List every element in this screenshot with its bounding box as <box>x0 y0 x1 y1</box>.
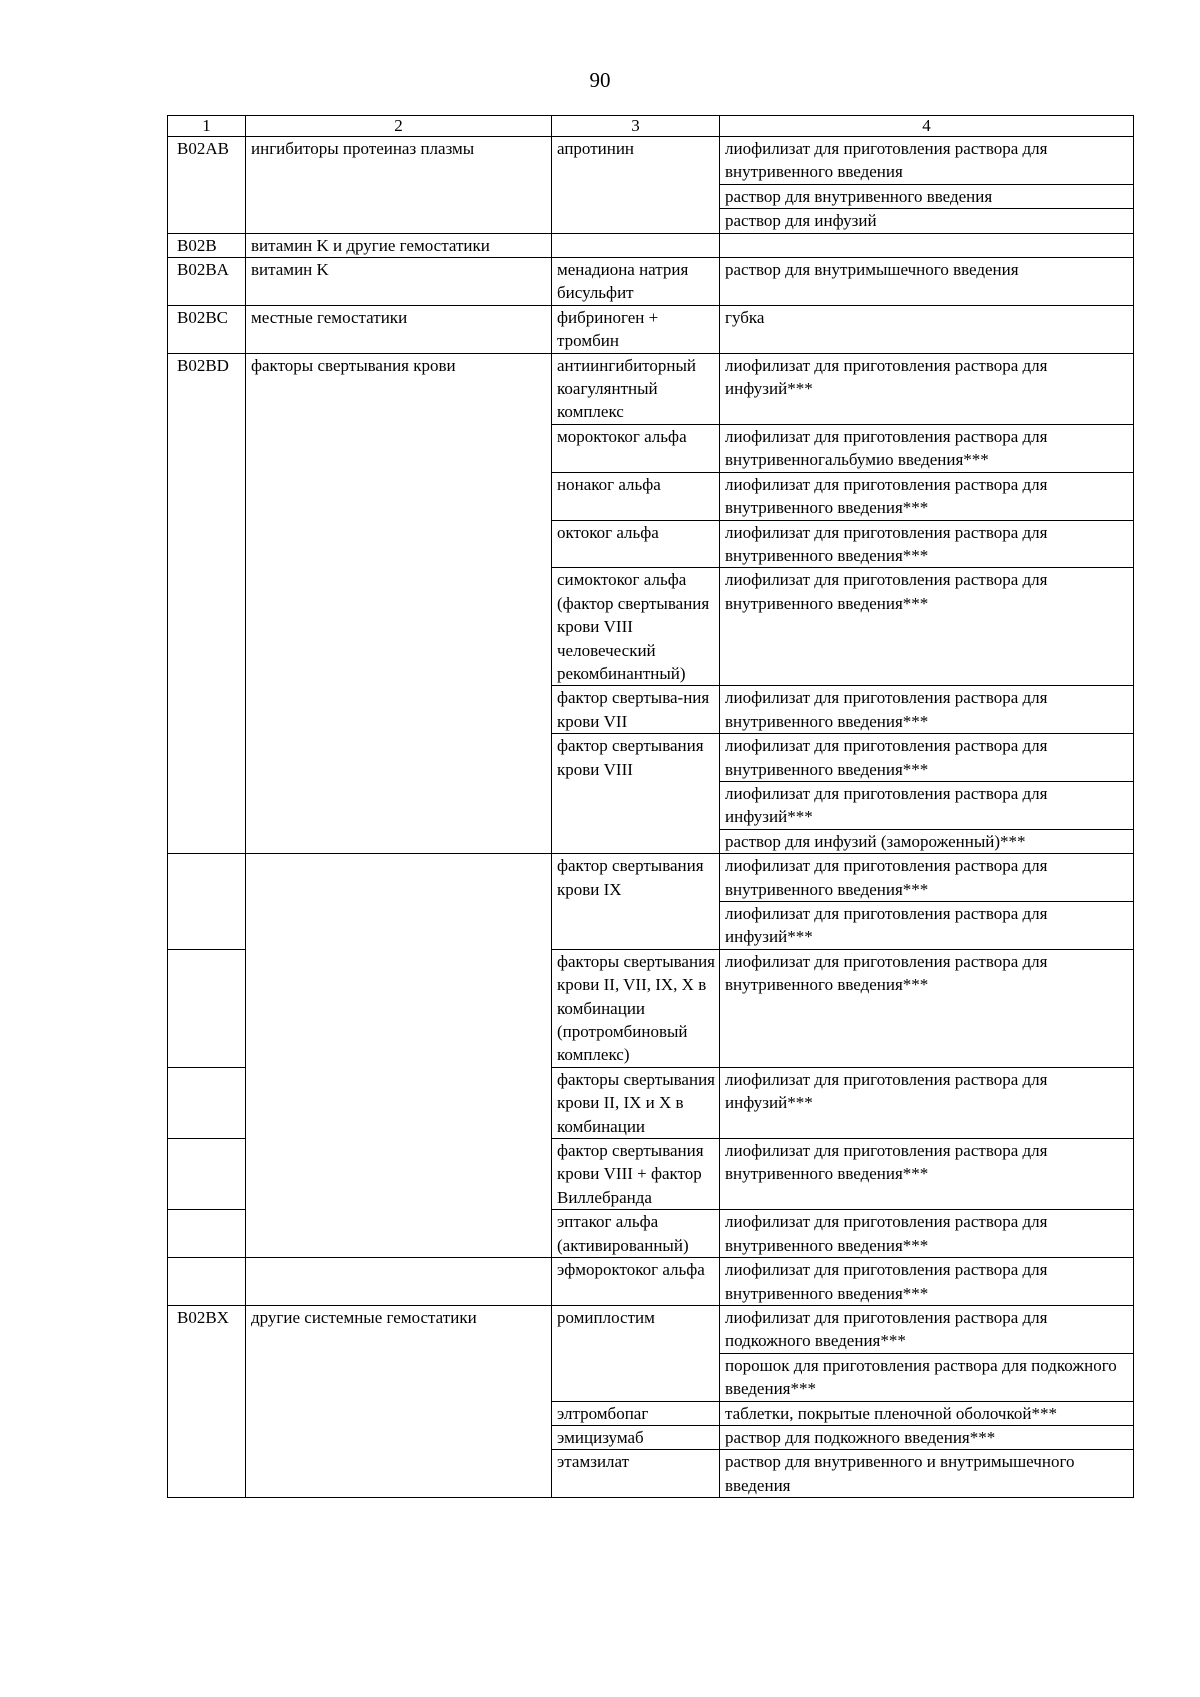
drug-name: симоктоког альфа (фактор свертывания крови VIII человеческий рекомбинантный) <box>552 568 720 686</box>
dosage-form: лиофилизат для приготовления раствора для внутривенного введения*** <box>720 949 1134 1067</box>
drug-name: элтромбопаг <box>552 1401 720 1425</box>
group-name: факторы свертывания крови <box>246 353 552 854</box>
drug-name: этамзилат <box>552 1450 720 1498</box>
dosage-form: лиофилизат для приготовления раствора для подкожного введения*** <box>720 1305 1134 1353</box>
table-row <box>168 258 1134 306</box>
dosage-form: лиофилизат для приготовления раствора для внутривенногальбумио введения*** <box>720 424 1134 472</box>
table-row <box>168 305 1134 353</box>
header-cell: 2 <box>246 116 552 137</box>
drug-name: эптаког альфа (активированный) <box>552 1210 720 1258</box>
table-row <box>168 1305 1134 1353</box>
dosage-form: лиофилизат для приготовления раствора для инфузий*** <box>720 781 1134 829</box>
dosage-form: лиофилизат для приготовления раствора для внутривенного введения*** <box>720 1210 1134 1258</box>
group-name <box>246 854 552 1258</box>
atc-code: B02AB <box>168 137 246 234</box>
group-name: ингибиторы протеиназ плазмы <box>246 137 552 234</box>
drug-name: факторы свертывания крови II, VII, IX, X в комбинации (протромбиновый комплекс) <box>552 949 720 1067</box>
drug-name: ромиплостим <box>552 1305 720 1401</box>
drug-name: фактор свертывания крови VIII <box>552 734 720 854</box>
header-cell: 1 <box>168 116 246 137</box>
dosage-form: таблетки, покрытые пленочной оболочкой*** <box>720 1401 1134 1425</box>
dosage-form: лиофилизат для приготовления раствора для внутривенного введения*** <box>720 734 1134 782</box>
group-name: витамин K и другие гемостатики <box>246 233 552 257</box>
dosage-form: лиофилизат для приготовления раствора для внутривенного введения*** <box>720 686 1134 734</box>
atc-code: B02BD <box>168 353 246 854</box>
header-cell: 4 <box>720 116 1134 137</box>
drug-name: эмицизумаб <box>552 1425 720 1449</box>
dosage-form: раствор для инфузий <box>720 209 1134 233</box>
atc-code: B02BA <box>168 258 246 306</box>
drug-name: факторы свертывания крови II, IX и X в комбинации <box>552 1067 720 1138</box>
table-row <box>168 233 1134 257</box>
dosage-form: лиофилизат для приготовления раствора для внутривенного введения <box>720 137 1134 185</box>
group-name: витамин K <box>246 258 552 306</box>
atc-code: B02BC <box>168 305 246 353</box>
atc-code <box>168 1210 246 1258</box>
table-row <box>168 1258 1134 1306</box>
atc-code <box>168 854 246 950</box>
drug-table <box>167 115 1134 1498</box>
dosage-form: лиофилизат для приготовления раствора для внутривенного введения*** <box>720 1258 1134 1306</box>
header-row <box>168 116 1134 137</box>
dosage-form: лиофилизат для приготовления раствора для инфузий*** <box>720 353 1134 424</box>
drug-name: менадиона натрия бисульфит <box>552 258 720 306</box>
dosage-form: раствор для внутривенного и внутримышечного введения <box>720 1450 1134 1498</box>
atc-code: B02BX <box>168 1305 246 1497</box>
group-name: другие системные гемостатики <box>246 1305 552 1497</box>
dosage-form: раствор для подкожного введения*** <box>720 1425 1134 1449</box>
drug-name: нонаког альфа <box>552 472 720 520</box>
table-row <box>168 353 1134 424</box>
dosage-form: раствор для внутримышечного введения <box>720 258 1134 306</box>
dosage-form: раствор для инфузий (замороженный)*** <box>720 829 1134 853</box>
drug-name: фактор свертывания крови VIII + фактор Виллебранда <box>552 1139 720 1210</box>
drug-name: антиингибиторный коагулянтный комплекс <box>552 353 720 424</box>
dosage-form: губка <box>720 305 1134 353</box>
atc-code <box>168 1139 246 1210</box>
dosage-form: лиофилизат для приготовления раствора для внутривенного введения*** <box>720 472 1134 520</box>
dosage-form: порошок для приготовления раствора для подкожного введения*** <box>720 1353 1134 1401</box>
page-number: 90 <box>589 68 611 92</box>
dosage-form <box>720 233 1134 257</box>
group-name: местные гемостатики <box>246 305 552 353</box>
group-name <box>246 1258 552 1306</box>
drug-name: фактор свертыва-ния крови VII <box>552 686 720 734</box>
dosage-form: лиофилизат для приготовления раствора для инфузий*** <box>720 902 1134 950</box>
drug-name: октоког альфа <box>552 520 720 568</box>
dosage-form: лиофилизат для приготовления раствора для внутривенного введения*** <box>720 1139 1134 1210</box>
drug-name: эфмороктоког альфа <box>552 1258 720 1306</box>
drug-name: фибриноген + тромбин <box>552 305 720 353</box>
atc-code <box>168 1258 246 1306</box>
drug-name: мороктоког альфа <box>552 424 720 472</box>
header-cell: 3 <box>552 116 720 137</box>
dosage-form: лиофилизат для приготовления раствора для внутривенного введения*** <box>720 568 1134 686</box>
table-row <box>168 854 1134 902</box>
dosage-form: лиофилизат для приготовления раствора для инфузий*** <box>720 1067 1134 1138</box>
dosage-form: раствор для внутривенного введения <box>720 184 1134 208</box>
table-row <box>168 137 1134 185</box>
drug-name <box>552 233 720 257</box>
drug-name: фактор свертывания крови IX <box>552 854 720 950</box>
atc-code: B02B <box>168 233 246 257</box>
dosage-form: лиофилизат для приготовления раствора для внутривенного введения*** <box>720 520 1134 568</box>
drug-name: апротинин <box>552 137 720 234</box>
atc-code <box>168 949 246 1067</box>
dosage-form: лиофилизат для приготовления раствора для внутривенного введения*** <box>720 854 1134 902</box>
atc-code <box>168 1067 246 1138</box>
